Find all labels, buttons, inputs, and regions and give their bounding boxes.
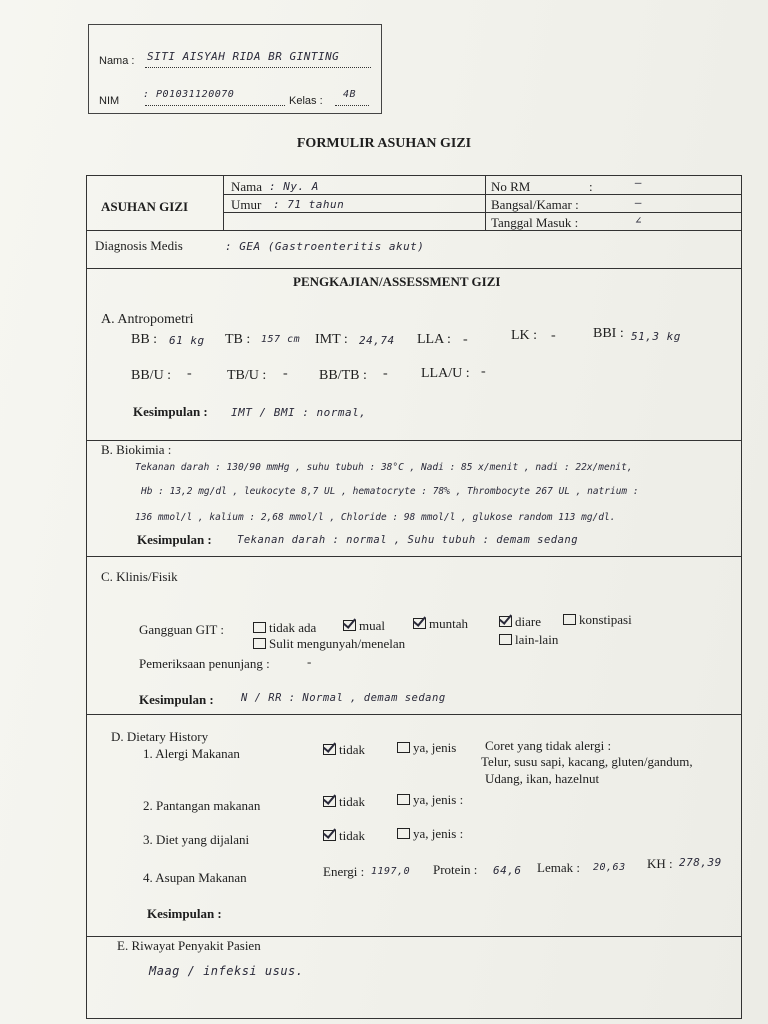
tb-value: 157 cm: [261, 334, 301, 345]
bangsal-value: —: [635, 196, 643, 209]
patient-umur-value: : 71 tahun: [273, 198, 345, 211]
bb-value: 61 kg: [169, 334, 205, 347]
kh-label: KH :: [647, 856, 673, 871]
lla-value: -: [463, 332, 468, 347]
student-name: SITI AISYAH RIDA BR GINTING: [147, 50, 340, 63]
gangguan-git-label: Gangguan GIT :: [139, 622, 224, 637]
norm-label: No RM: [491, 179, 531, 194]
diet-ya-option[interactable]: [397, 826, 463, 842]
checkbox-pantangan-tidak[interactable]: [323, 796, 336, 807]
option-diare-label: diare: [515, 614, 541, 629]
protein-label: Protein :: [433, 862, 478, 877]
energi-label: Energi :: [323, 864, 365, 879]
divider: [87, 268, 741, 269]
tbu-label: TB/U :: [227, 368, 267, 383]
pantangan-tidak-label: tidak: [339, 794, 365, 809]
biokimia-heading: B. Biokimia :: [101, 442, 172, 457]
biokimia-line-3: 136 mmol/l , kalium : 2,68 mmol/l , Chloride : 98 mmol/l , glukose random 113 mg/dl.: [135, 512, 616, 523]
option-diare[interactable]: [499, 614, 541, 630]
patient-nama-label: Nama: [231, 179, 263, 194]
dietary-kesimpulan-label: Kesimpulan :: [147, 906, 222, 921]
checkbox-muntah[interactable]: [413, 618, 426, 629]
option-sulit-mengunyah-label: Sulit mengunyah/menelan: [269, 636, 406, 651]
riwayat-heading: E. Riwayat Penyakit Pasien: [117, 938, 261, 953]
alergi-list-line-2: Udang, ikan, hazelnut: [485, 771, 600, 786]
riwayat-value: Maag / infeksi usus.: [149, 964, 304, 978]
assessment-form: [86, 175, 742, 1019]
diagnosis-label: Diagnosis Medis: [95, 238, 183, 253]
divider: [87, 936, 741, 937]
student-kelas: 4B: [343, 89, 357, 100]
diet-tidak-label: tidak: [339, 828, 365, 843]
alergi-ya-option[interactable]: [397, 740, 456, 756]
tb-label: TB :: [225, 332, 251, 347]
alergi-tidak-label: tidak: [339, 742, 365, 757]
lla-label: LLA :: [417, 332, 451, 347]
checkbox-lain-lain[interactable]: [499, 634, 512, 645]
bbi-label: BBI :: [593, 326, 624, 341]
checkbox-diet-ya[interactable]: [397, 828, 410, 839]
option-sulit-mengunyah[interactable]: [253, 636, 405, 652]
option-konstipasi-label: konstipasi: [579, 612, 632, 627]
lemak-label: Lemak :: [537, 860, 580, 875]
checkbox-pantangan-ya[interactable]: [397, 794, 410, 805]
llau-label: LLA/U :: [421, 366, 470, 381]
kelas-dotted-line: [335, 105, 369, 106]
divider: [87, 440, 741, 441]
option-mual-label: mual: [359, 618, 385, 633]
penunjang-value: -: [307, 654, 312, 669]
biokimia-line-2: Hb : 13,2 mg/dl , leukocyte 8,7 UL , hematocryte : 78% , Thrombocyte 267 UL , natrium :: [141, 486, 639, 497]
checkbox-mual[interactable]: [343, 620, 356, 631]
divider: [223, 176, 224, 230]
biokimia-line-1: Tekanan darah : 130/90 mmHg , suhu tubuh : 38°C , Nadi : 85 x/menit , nadi : 22x/menit,: [135, 462, 633, 473]
option-lain-lain[interactable]: [499, 632, 558, 648]
alergi-list-line-1: Telur, susu sapi, kacang, gluten/gandum,: [481, 754, 693, 769]
bb-label: BB :: [131, 332, 158, 347]
patient-nama-value: : Ny. A: [269, 180, 319, 193]
alergi-tidak-option[interactable]: [323, 742, 365, 758]
pantangan-label: 2. Pantangan makanan: [143, 798, 261, 813]
diet-ya-label: ya, jenis :: [413, 826, 464, 841]
biokimia-kesimpulan-label: Kesimpulan :: [137, 532, 212, 547]
patient-umur-label: Umur: [231, 197, 262, 212]
norm-value: —: [635, 176, 643, 189]
bbtb-label: BB/TB :: [319, 368, 367, 383]
kelas-label: Kelas :: [289, 95, 323, 107]
tbu-value: -: [283, 366, 288, 381]
divider: [87, 556, 741, 557]
biokimia-kesimpulan-value: Tekanan darah : normal , Suhu tubuh : demam sedang: [237, 534, 579, 546]
tanggal-value: ∠: [635, 214, 643, 227]
nama-label: Nama :: [99, 55, 135, 67]
coret-label: Coret yang tidak alergi :: [485, 738, 612, 753]
bbu-value: -: [187, 366, 192, 381]
divider: [485, 176, 486, 230]
name-dotted-line: [145, 67, 371, 68]
option-muntah-label: muntah: [429, 616, 468, 631]
checkbox-tidak-ada[interactable]: [253, 622, 266, 633]
bbi-value: 51,3 kg: [631, 330, 681, 343]
diet-tidak-option[interactable]: [323, 828, 365, 844]
student-id-box: [88, 24, 382, 114]
kh-value: 278,39: [679, 856, 722, 869]
checkbox-alergi-tidak[interactable]: [323, 744, 336, 755]
checkbox-alergi-ya[interactable]: [397, 742, 410, 753]
protein-value: 64,6: [493, 864, 522, 877]
bbu-label: BB/U :: [131, 368, 172, 383]
divider: [87, 230, 741, 231]
option-tidak-ada-label: tidak ada: [269, 620, 317, 635]
divider: [223, 194, 741, 195]
imt-value: 24,74: [359, 334, 395, 347]
checkbox-sulit-mengunyah[interactable]: [253, 638, 266, 649]
klinis-heading: C. Klinis/Fisik: [101, 569, 178, 584]
pantangan-tidak-option[interactable]: [323, 794, 365, 810]
energi-value: 1197,0: [371, 866, 411, 877]
penunjang-label: Pemeriksaan penunjang :: [139, 656, 270, 671]
alergi-ya-label: ya, jenis: [413, 740, 457, 755]
antropometri-kesimpulan-value: IMT / BMI : normal,: [231, 406, 367, 419]
pantangan-ya-option[interactable]: [397, 792, 463, 808]
dietary-heading: D. Dietary History: [111, 729, 209, 744]
checkbox-diare[interactable]: [499, 616, 512, 627]
diagnosis-value: : GEA (Gastroenteritis akut): [225, 240, 425, 253]
option-lain-lain-label: lain-lain: [515, 632, 559, 647]
alergi-label: 1. Alergi Makanan: [143, 746, 240, 761]
diet-label: 3. Diet yang dijalani: [143, 832, 250, 847]
checkbox-konstipasi[interactable]: [563, 614, 576, 625]
asuhan-gizi-label: ASUHAN GIZI: [101, 199, 189, 214]
antropometri-kesimpulan-label: Kesimpulan :: [133, 404, 208, 419]
nim-dotted-line: [145, 105, 285, 106]
option-konstipasi[interactable]: [563, 612, 632, 628]
divider: [87, 714, 741, 715]
klinis-kesimpulan-label: Kesimpulan :: [139, 692, 214, 707]
option-tidak-ada[interactable]: [253, 620, 316, 636]
klinis-kesimpulan-value: N / RR : Normal , demam sedang: [241, 692, 446, 704]
option-muntah[interactable]: [413, 616, 468, 632]
bbtb-value: -: [383, 366, 388, 381]
nim-label: NIM: [99, 95, 120, 107]
option-mual[interactable]: [343, 618, 385, 634]
llau-value: -: [481, 364, 486, 379]
imt-label: IMT :: [315, 332, 348, 347]
asupan-label: 4. Asupan Makanan: [143, 870, 247, 885]
divider: [223, 212, 741, 213]
tanggal-label: Tanggal Masuk :: [491, 215, 579, 230]
lk-label: LK :: [511, 328, 538, 343]
norm-colon: :: [589, 179, 593, 194]
form-title: FORMULIR ASUHAN GIZI: [296, 136, 472, 151]
student-nim: : P01031120070: [143, 89, 235, 100]
checkbox-diet-tidak[interactable]: [323, 830, 336, 841]
antropometri-heading: A. Antropometri: [101, 312, 194, 327]
pantangan-ya-label: ya, jenis :: [413, 792, 464, 807]
assessment-title: PENGKAJIAN/ASSESSMENT GIZI: [293, 274, 501, 289]
lemak-value: 20,63: [593, 862, 626, 873]
lk-value: -: [551, 328, 556, 343]
bangsal-label: Bangsal/Kamar :: [491, 197, 579, 212]
